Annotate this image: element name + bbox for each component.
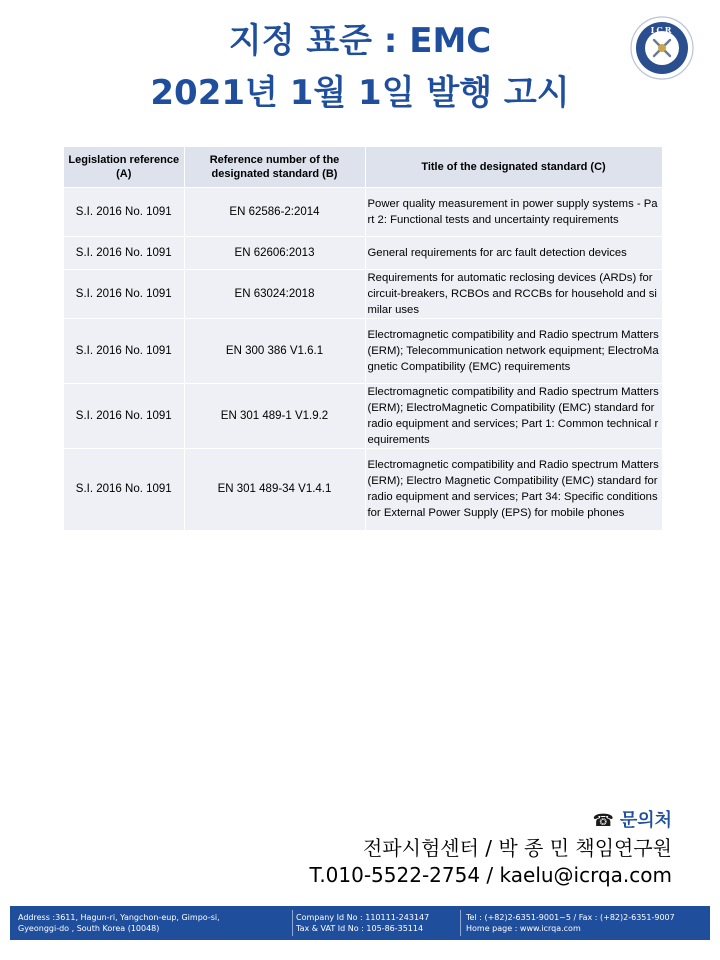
footer-bar: [10, 906, 710, 940]
phone-icon: ☎: [592, 811, 614, 831]
designated-standards-table: [64, 147, 663, 530]
table-row: [64, 449, 662, 530]
icr-logo: [630, 16, 694, 80]
cell-legislation: S.I. 2016 No. 1091: [64, 270, 184, 319]
cell-reference: EN 62606:2013: [184, 237, 365, 270]
cell-reference: EN 62586-2:2014: [184, 188, 365, 237]
footer-company-id: Company Id No : 110111-243147: [296, 913, 430, 922]
footer-divider: [292, 910, 293, 936]
footer-divider: [460, 910, 461, 936]
cell-title: Electromagnetic compatibility and Radio spectrum Matters (ERM); Electro Magnetic Compatibility (EMC) standard for radio equipment and services; Part 34: Specific conditions for External Power Supply (EPS) for mobile phones: [365, 449, 662, 530]
table-row: [64, 237, 662, 270]
cell-legislation: S.I. 2016 No. 1091: [64, 237, 184, 270]
table-row: [64, 384, 662, 449]
footer-homepage: Home page : www.icrqa.com: [466, 924, 581, 933]
cell-title: Electromagnetic compatibility and Radio spectrum Matters (ERM); ElectroMagnetic Compatibility (EMC) standard for radio equipment and services; Part 1: Common technical requirements: [365, 384, 662, 449]
contact-heading: [593, 808, 672, 834]
footer-tel-fax: Tel : (+82)2-6351-9001~5 / Fax : (+82)2-6351-9007: [466, 913, 675, 922]
cell-reference: EN 63024:2018: [184, 270, 365, 319]
cell-title: General requirements for arc fault detection devices: [365, 237, 662, 270]
cell-legislation: S.I. 2016 No. 1091: [64, 384, 184, 449]
cell-reference: EN 301 489-1 V1.9.2: [184, 384, 365, 449]
footer-company: [296, 912, 454, 934]
column-header-legislation: Legislation reference (A): [64, 147, 184, 188]
page-title-line1: 지정 표준 : EMC: [228, 21, 492, 61]
footer-address-line1: Address :3611, Hagun-ri, Yangchon-eup, Gimpo-si,: [18, 913, 220, 922]
cell-legislation: S.I. 2016 No. 1091: [64, 449, 184, 530]
table-row: [64, 270, 662, 319]
cell-reference: EN 300 386 V1.6.1: [184, 319, 365, 384]
cell-title: Power quality measurement in power supply systems - Part 2: Functional tests and uncertainty requirements: [365, 188, 662, 237]
footer-contact: [466, 912, 710, 934]
cell-title: Electromagnetic compatibility and Radio spectrum Matters (ERM); Telecommunication network equipment; ElectroMagnetic Compatibility (EMC) requirements: [365, 319, 662, 384]
table-row: [64, 319, 662, 384]
page-title-line2: 2021년 1월 1일 발행 고시: [150, 73, 570, 113]
footer-tax-id: Tax & VAT Id No : 105-86-35114: [296, 924, 424, 933]
contact-person: 전파시험센터 / 박 종 민 책임연구원: [362, 836, 672, 860]
cell-reference: EN 301 489-34 V1.4.1: [184, 449, 365, 530]
contact-heading-label: 문의처: [619, 810, 672, 831]
table-row: [64, 188, 662, 237]
contact-details: T.010-5522-2754 / kaelu@icrqa.com: [309, 863, 672, 887]
footer-address-line2: Gyeonggi-do , South Korea (10048): [18, 924, 160, 933]
column-header-reference: Reference number of the designated standard (B): [184, 147, 365, 188]
table-header-row: [64, 147, 662, 188]
column-header-title: Title of the designated standard (C): [365, 147, 662, 188]
cell-legislation: S.I. 2016 No. 1091: [64, 188, 184, 237]
footer-address: [18, 912, 290, 934]
cell-title: Requirements for automatic reclosing devices (ARDs) for circuit-breakers, RCBOs and RCCBs for household and similar uses: [365, 270, 662, 319]
logo-text: ICR: [650, 25, 674, 35]
cell-legislation: S.I. 2016 No. 1091: [64, 319, 184, 384]
